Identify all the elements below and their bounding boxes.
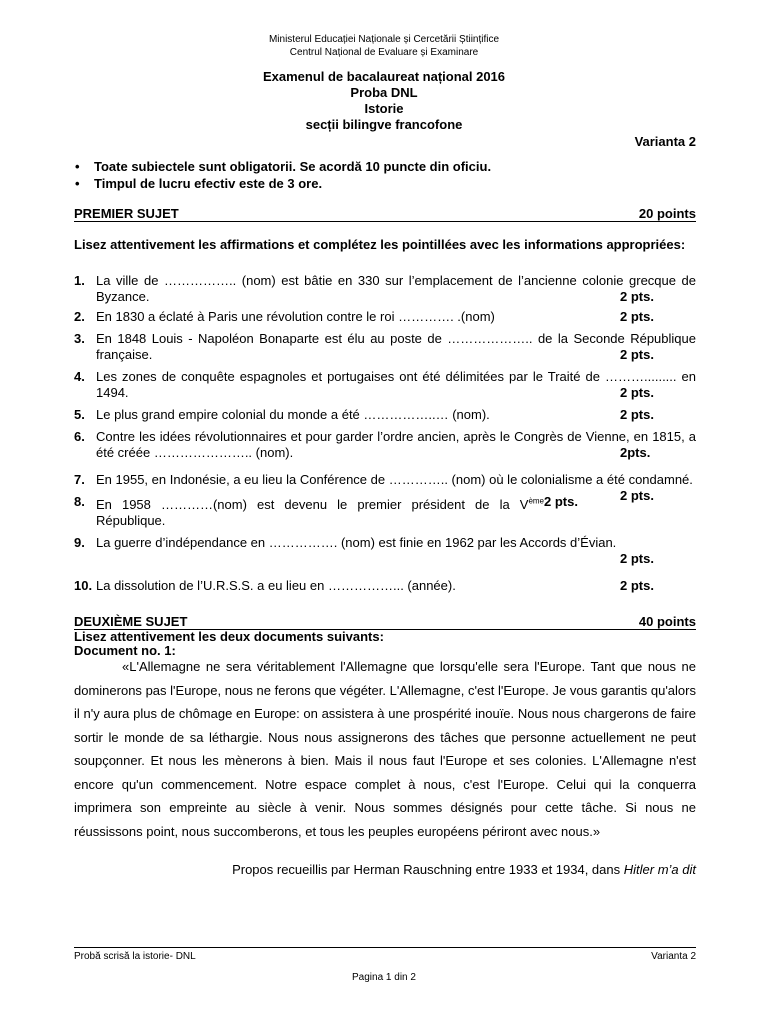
question-points: 2 pts. [620,385,654,400]
question-points: 2 pts. [544,494,578,509]
center-name: Centrul Național de Evaluare și Examinare [289,47,479,58]
question-text: En 1830 a éclaté à Paris une révolution contre le roi …………. .(nom) [96,309,495,324]
instructions-list [74,158,696,192]
footer-divider [74,947,696,948]
sujet1-instruction: Lisez attentivement les affirmations et complétez les pointillées avec les informations appropriées: [74,237,686,252]
instruction-item: • Timpul de lucru efectiv este de 3 ore. [75,176,323,191]
exam-title-block [0,69,768,133]
question-item: 4. Les zones de conquête espagnoles et portugaises ont été délimitées par le Traité de ………......... en 1494. 2 pts. [74,369,696,400]
question-text: La guerre d’indépendance en ……………. (nom) est finie en 1962 par les Accords d’Évian. [96,535,617,551]
ministry-name: Ministerul Educației Naționale și Cercetării Științifice [268,34,500,45]
question-text: En 1958 …………(nom) est devenu le premier président de la Vème République. [96,497,544,529]
question-item: 7. En 1955, en Indonésie, a eu lieu la Conférence de ………….. (nom) où le colonialisme a été condamné. 2 pts. [74,472,696,488]
document-source: Propos recueillis par Herman Rauschning entre 1933 et 1934, dans Hitler m’a dit [232,862,696,877]
section-title: PREMIER SUJET [74,206,179,221]
document-quote: «L'Allemagne ne sera véritablement l'Allemagne que lorsqu'elle sera l'Europe. Tant que nous ne dominerons pas l'Europe, nous ne ferons que végéter. L'Allemagne, c'est l'Europe. Je vous garantis qu'alors il n'y aura plus de chômage en Europe: on assistera à une prospérité inouïe. Nous nous chargerons de faire sortir le monde de sa léthargie. Nous nous assignerons des tâches que personne actuellement ne peut soupçonner. Et nous les mènerons à bien. Mais il nous faut l'Europe et ses colonies. L'Allemagne n'est encore qu'un commencement. Notre espace complet à nous, c'est l'Europe. Celui qui la conquerra imprimera son empreinte au siècle à venir. Nous sommes désignés pour cette tâche. Si nous ne réussissons point, nous succomberons, et tous les peuples européens périront avec nous.» [74,659,696,839]
page-number: Pagina 1 din 2 [352,972,416,983]
ministry-header [0,33,768,59]
question-item: 8. 2 pts. En 1958 …………(nom) est devenu le premier président de la Vème République. [74,494,696,529]
exam-name: Examenul de bacalaureat național 2016 [262,69,506,84]
question-text: En 1848 Louis - Napoléon Bonaparte est élu au poste de ……………….. de la Seconde République française. [96,331,696,362]
question-item: 2. 2 pts. En 1830 a éclaté à Paris une révolution contre le roi …………. .(nom) [74,309,696,325]
section-title: DEUXIÈME SUJET [74,614,188,629]
question-points: 2 pts. [620,347,654,362]
question-text: Contre les idées révolutionnaires et pour garder l’ordre ancien, après le Congrès de Vienne, en 1815, a été créée ………………….. (nom). [96,429,696,460]
question-text: La dissolution de l’U.R.S.S. a eu lieu en ……………... (année). [96,578,456,594]
source-book-title: Hitler m’a dit [623,862,696,877]
question-points: 2 pts. [620,407,654,422]
question-item: 1. La ville de …………….. (nom) est bâtie en 330 sur l’emplacement de l’ancienne colonie grecque de Byzance. 2 pts. [74,273,696,304]
question-points: 2 pts. [620,578,654,594]
question-text: Les zones de conquête espagnoles et portugaises ont été délimitées par le Traité de ………......... en 1494. [96,369,696,400]
bullet-icon: • [75,176,80,191]
instruction-item: • Toate subiectele sunt obligatorii. Se acordă 10 puncte din oficiu. [75,159,492,174]
proba-name: Proba DNL [350,85,418,100]
question-text: La ville de …………….. (nom) est bâtie en 330 sur l’emplacement de l’ancienne colonie grecque de Byzance. [96,273,696,304]
bullet-icon: • [75,159,80,174]
question-list [74,273,696,594]
question-item: 5. 2 pts. Le plus grand empire colonial du monde a été ……………..… (nom). [74,407,696,423]
section-points: 20 points [638,206,696,221]
footer-subject: Probă scrisă la istorie- DNL [74,951,196,962]
document-label: Document no. 1: [74,643,176,658]
question-item: 10. 2 pts. La dissolution de l’U.R.S.S. a eu lieu en ……………... (année). [74,578,696,594]
question-text: En 1955, en Indonésie, a eu lieu la Conférence de ………….. (nom) où le colonialisme a été condamné. [96,472,693,487]
sujet2-instruction: Lisez attentivement les deux documents suivants: [74,629,384,644]
footer-variant: Varianta 2 [651,951,696,962]
section-name: secții bilingve francofone [305,117,463,132]
question-text: Le plus grand empire colonial du monde a été ……………..… (nom). [96,407,490,422]
question-points: 2 pts. [620,309,654,324]
question-points: 2 pts. [620,289,654,304]
question-points: 2 pts. [620,488,654,503]
section-heading-sujet2 [74,614,696,630]
subject-name: Istorie [364,101,404,116]
section-heading-sujet1 [74,206,696,222]
section-points: 40 points [638,614,696,629]
question-item: 9. La guerre d’indépendance en ……………. (nom) est finie en 1962 par les Accords d’Évian. 2 pts. [74,535,696,567]
question-points: 2 pts. [620,551,654,567]
variant-label: Varianta 2 [634,134,696,149]
question-item: 3. En 1848 Louis - Napoléon Bonaparte est élu au poste de ……………….. de la Seconde République française. 2 pts. [74,331,696,362]
question-item: 6. Contre les idées révolutionnaires et pour garder l’ordre ancien, après le Congrès de Vienne, en 1815, a été créée ………………….. (nom). 2pts. [74,429,696,460]
question-points: 2pts. [620,445,651,460]
